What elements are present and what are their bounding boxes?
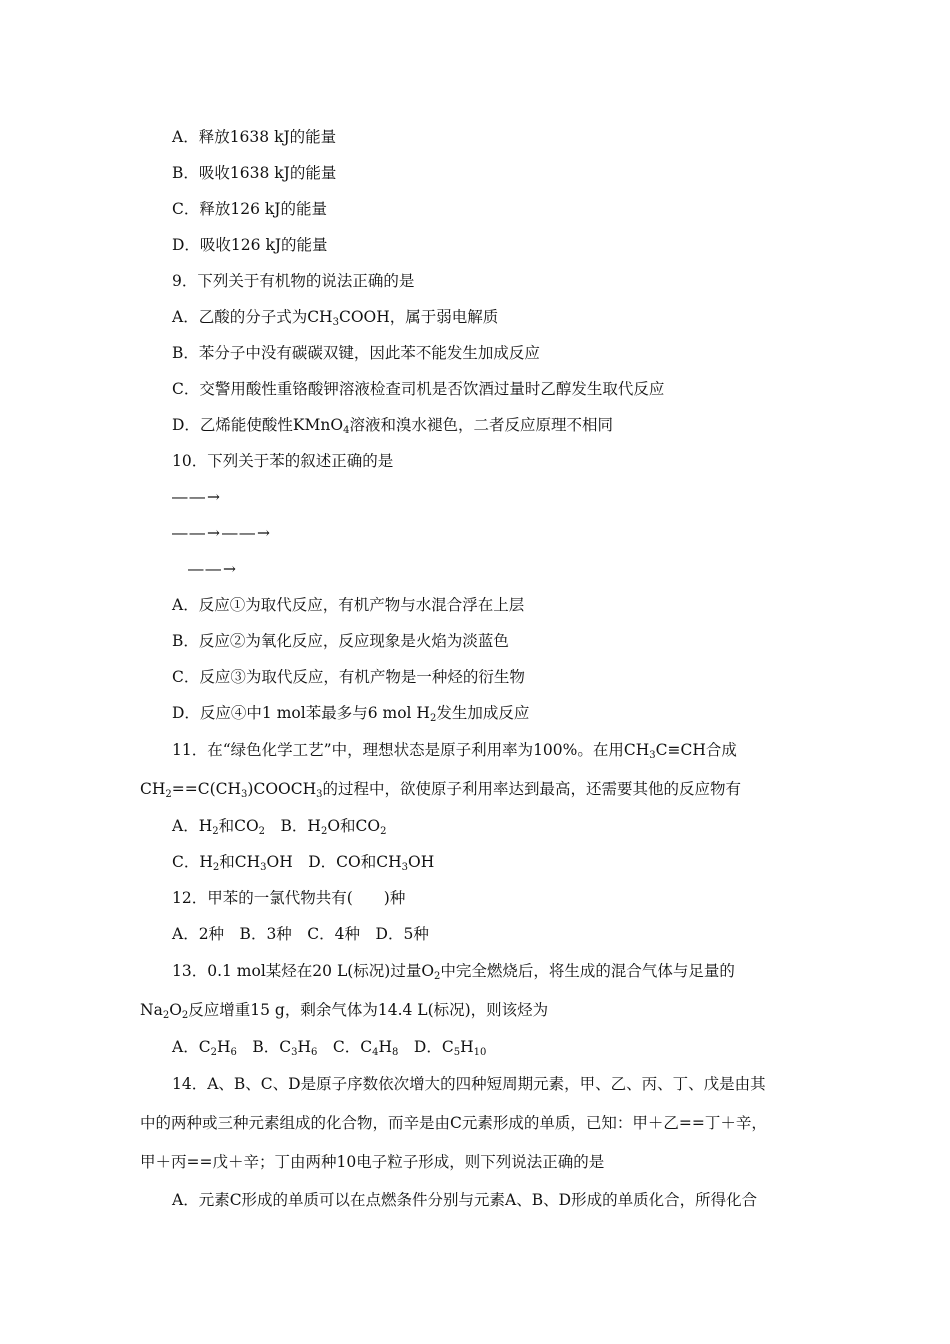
option-10a: A．反应①为取代反应，有机产物与水混合浮在上层 — [172, 596, 525, 614]
question-12: 12．甲苯的一氯代物共有( )种 — [172, 889, 406, 907]
option-9d: D．乙烯能使酸性KMnO$_4$溶液和溴水褪色，二者反应原理不相同 — [172, 416, 613, 436]
option-10b: B．反应②为氧化反应，反应现象是火焰为淡蓝色 — [172, 632, 509, 650]
option-10d: D．反应④中1 mol苯最多与6 mol $H_2$发生加成反应 — [172, 704, 530, 724]
question-14-line-3: 甲＋丙==戊＋辛；丁由两种10电子粒子形成，则下列说法正确的是 — [140, 1153, 605, 1171]
option-9b: B．苯分子中没有碳碳双键，因此苯不能发生加成反应 — [172, 344, 540, 362]
question-14-line-1: 14．A、B、C、D是原子序数依次增大的四种短周期元素，甲、乙、丙、丁、戊是由其 — [172, 1075, 766, 1093]
option-11ab: A．$H_2$和$CO_2$ B．$H_2O$和$CO_2$ — [172, 817, 387, 837]
option-11cd: C．$H_2$和$CH_3OH$ D．CO和$CH_3OH$ — [172, 853, 435, 873]
option-14a: A．元素C形成的单质可以在点燃条件分别与元素A、B、D形成的单质化合，所得化合 — [172, 1191, 758, 1209]
option-8b: B．吸收1638 kJ的能量 — [172, 164, 337, 182]
option-12: A．2种 B．3种 C．4种 D．5种 — [172, 925, 429, 943]
option-9c: C．交警用酸性重铬酸钾溶液检查司机是否饮酒过量时乙醇发生取代反应 — [172, 380, 665, 398]
reaction-arrow-1: ――→ — [172, 488, 222, 506]
reaction-arrow-3: ――→ — [188, 560, 238, 578]
reaction-arrow-2: ――→――→ — [172, 524, 272, 542]
option-9a: A．乙酸的分子式为$CH_3COOH$，属于弱电解质 — [172, 308, 499, 328]
question-13-line-1: 13．0.1 mol某烃在20 L(标况)过量$O_2$中完全燃烧后，将生成的混合气体与足量的 — [172, 962, 735, 982]
question-10: 10．下列关于苯的叙述正确的是 — [172, 452, 394, 470]
option-13: A．$C_2H_6$ B．$C_3H_6$ C．$C_4H_8$ D．$C_5H_{10}$ — [172, 1038, 487, 1058]
question-11-line-1: 11．在“绿色化学工艺”中，理想状态是原子利用率为100%。在用$CH_3C\equiv CH$合成 — [172, 741, 737, 761]
option-8d: D．吸收126 kJ的能量 — [172, 236, 328, 254]
question-11-line-2: $CH_2==C(CH_3)COOCH_3$的过程中，欲使原子利用率达到最高，还需要其他的反应物有 — [140, 780, 741, 800]
option-10c: C．反应③为取代反应，有机产物是一种烃的衍生物 — [172, 668, 525, 686]
question-13-line-2: $Na_2O_2$反应增重15 g，剩余气体为14.4 L(标况)，则该烃为 — [140, 1001, 549, 1021]
question-9: 9．下列关于有机物的说法正确的是 — [172, 272, 415, 290]
question-14-line-2: 中的两种或三种元素组成的化合物，而辛是由C元素形成的单质，已知：甲＋乙==丁＋辛， — [140, 1114, 767, 1132]
option-8a: A．释放1638 kJ的能量 — [172, 128, 337, 146]
option-8c: C．释放126 kJ的能量 — [172, 200, 327, 218]
